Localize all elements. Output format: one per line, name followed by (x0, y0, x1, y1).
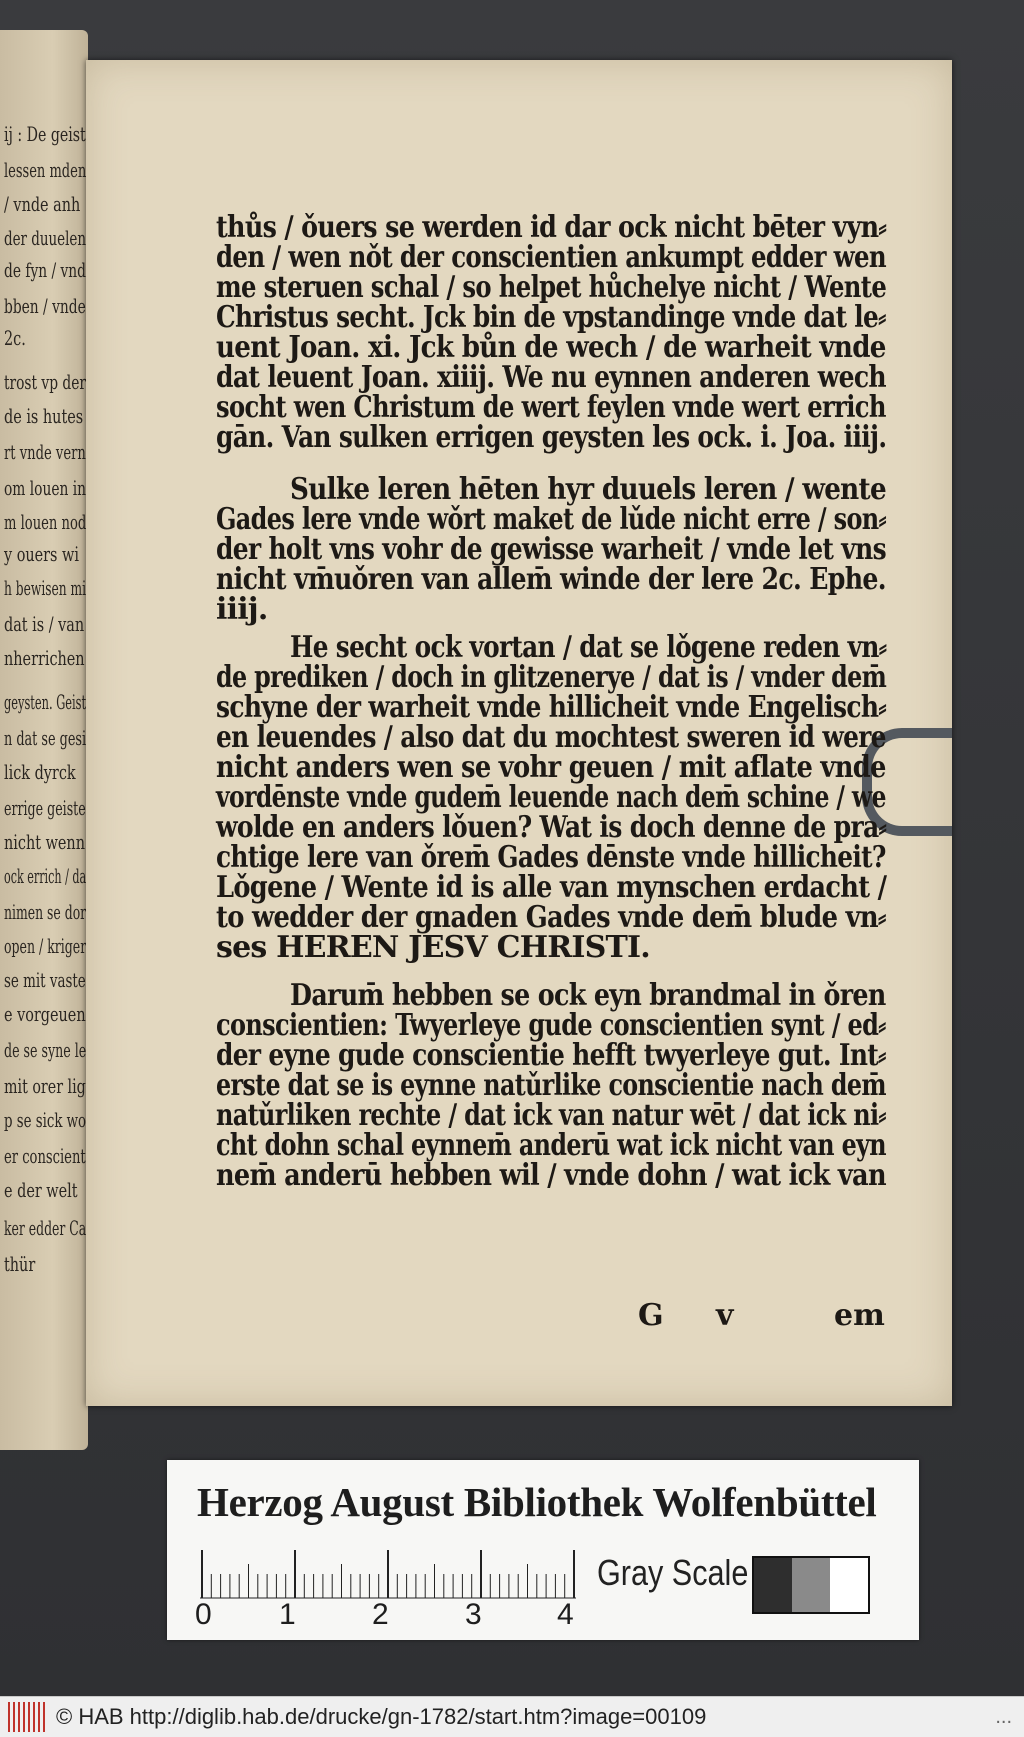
text-line: der eyne gude conscientie hefft twyerleye gut. Int⸗ (216, 1038, 886, 1073)
reference-card (167, 1460, 919, 1640)
facing-page-line: e vorgeuen (4, 1002, 86, 1026)
text-line: iiij. (216, 592, 268, 627)
facing-page-line: dat is / van (4, 612, 85, 636)
swatch-mid (792, 1558, 830, 1612)
text-line: schyne der warheit vnde hillicheit vnde Engelisch⸗ (216, 690, 886, 725)
facing-page-line: errige geiste (4, 796, 86, 820)
text-line: gān. Van sulken errigen geysten les ock. i. Joa. iiij. (216, 420, 887, 455)
text-line: erste dat se is eynne natǔrlike conscientie nach dem̄ (216, 1068, 886, 1103)
facing-page-line: bben / vnde (4, 294, 86, 318)
facing-page-line: y ouers wi (4, 542, 79, 566)
text-line: me steruen schal / so helpet hůchelye nicht / Wente (216, 270, 887, 305)
facing-page-line: lick dyrck (4, 760, 76, 784)
text-line: Sulke leren hēten hyr duuels leren / wente (290, 472, 886, 507)
text-line: der holt vns vohr de gewisse warheit / vnde let vns (216, 532, 886, 567)
copyright-url-text[interactable]: © HAB http://diglib.hab.de/drucke/gn-1782/start.htm?image=00109 (56, 1704, 707, 1729)
facing-page-line: n dat se gesi (4, 726, 87, 750)
text-line: den / wen nǒt der conscientien ankumpt edder wen (216, 240, 887, 275)
swatch-dark (754, 1558, 792, 1612)
text-line: ses HEREN JESV CHRISTI. (216, 930, 650, 965)
text-line: nicht anders wen se vohr geuen / mit aflate vnde (216, 750, 886, 785)
swatch-light (830, 1558, 868, 1612)
text-line: dat leuent Joan. xiiij. We nu eynnen anderen wech (216, 360, 886, 395)
catchword-number: v (716, 1298, 734, 1333)
book-page (86, 60, 952, 1406)
text-line: socht wen Christum de wert feylen vnde wert errich (216, 390, 886, 425)
facing-page-line: trost vp der (4, 370, 86, 394)
facing-page-line: lessen mden (4, 158, 87, 182)
facing-page-line: de fyn / vnd (4, 258, 87, 282)
ruler-number: 4 (557, 1598, 574, 1631)
facing-page-line: / vnde anh (4, 192, 81, 216)
text-line: Lǒgene / Wente id is alle van mynschen erdacht / (216, 870, 887, 905)
text-line: cht dohn schal eynnem̄ anderū wat ick nicht van eyn (216, 1128, 886, 1163)
catchword-next: em (834, 1298, 885, 1333)
more-icon[interactable]: ... (995, 1705, 1012, 1728)
text-line: en leuendes / also dat du mochtest sweren id were (216, 720, 886, 755)
text-line: nicht vm̄uǒren van allem̄ winde der lere 2c. Ephe. (216, 562, 886, 597)
hab-logo-icon (8, 1702, 46, 1732)
ruler-number: 0 (195, 1598, 212, 1631)
text-line: He secht ock vortan / dat se lǒgene reden vn⸗ (290, 630, 887, 665)
ruler-number: 2 (372, 1598, 389, 1631)
library-name: Herzog August Bibliothek Wolfenbüttel (197, 1479, 877, 1525)
text-line: de prediken / doch in glitzenerye / dat is / vnder dem̄ (216, 660, 887, 695)
facing-page-line: nimen se dor (4, 900, 87, 924)
text-line: to wedder der gnaden Gades vnde dem̄ blude vn⸗ (216, 900, 886, 935)
text-line: Gades lere vnde wǒrt maket de lǔde nicht erre / son⸗ (216, 502, 886, 537)
facing-page-line: de se syne le (4, 1038, 87, 1062)
text-line: vordēnste vnde gudem̄ leuende nach dem̄ schine / we (216, 780, 886, 815)
facing-page-line: m louen nod (4, 510, 87, 534)
facing-page-line: nicht wenn (4, 830, 85, 854)
gray-scale-label: Gray Scale (597, 1552, 749, 1593)
text-line: conscientien: Twyerleye gude conscientien synt / ed⸗ (216, 1008, 886, 1043)
facing-page-line: geysten. Geist (4, 690, 87, 714)
text-line: natǔrliken rechte / dat ick van natur wēt / dat ick ni⸗ (216, 1098, 886, 1133)
facing-page-line: p se sick wo (4, 1108, 87, 1132)
status-bar (0, 1696, 1024, 1737)
ruler-number: 3 (465, 1598, 482, 1631)
text-line: chtige lere van ǒrem̄ Gades dēnste vnde hillicheit? (216, 840, 886, 875)
gray-scale-swatch (752, 1556, 870, 1614)
catchword-signature: G (638, 1298, 664, 1333)
facing-page-line: ock errich / da (4, 864, 87, 888)
text-line: nem̄ anderū hebben wil / vnde dohn / wat ick van (216, 1158, 886, 1193)
text-line: Darum̄ hebben se ock eyn brandmal in ǒren (290, 978, 886, 1013)
facing-page-line: h bewisen mi (4, 576, 87, 600)
text-line: uent Joan. xi. Jck bůn de wech / de warheit vnde (216, 330, 886, 365)
facing-page-line: om louen in (4, 476, 87, 500)
measurement-ruler (200, 1550, 580, 1600)
facing-page-line: rt vnde vern (4, 440, 86, 464)
facing-page-line: se mit vaste (4, 968, 86, 992)
text-line: thůs / ǒuers se werden id dar ock nicht bēter vyn⸗ (216, 210, 887, 245)
facing-page-edge (0, 30, 88, 1450)
facing-page-line: der duuelen (4, 226, 87, 250)
facing-page-line: 2c. (4, 326, 26, 350)
facing-page-line: er conscient (4, 1144, 86, 1168)
facing-page-line: mit orer lig (4, 1074, 86, 1098)
facing-page-line: ij : De geist (4, 122, 86, 146)
ruler-number: 1 (279, 1598, 296, 1631)
text-line: Christus secht. Jck bin de vpstandinge vnde dat le⸗ (216, 300, 886, 335)
facing-page-line: de is hutes (4, 404, 84, 428)
facing-page-line: nherrichen (4, 646, 85, 670)
facing-page-line: e der welt (4, 1178, 78, 1202)
facing-page-line: ker edder Ca (4, 1216, 87, 1240)
text-line: wolde en anders lǒuen? Wat is doch denne de pra⸗ (216, 810, 887, 845)
facing-page-line: thür (4, 1252, 36, 1276)
facing-page-line: open / kriger (4, 934, 87, 958)
